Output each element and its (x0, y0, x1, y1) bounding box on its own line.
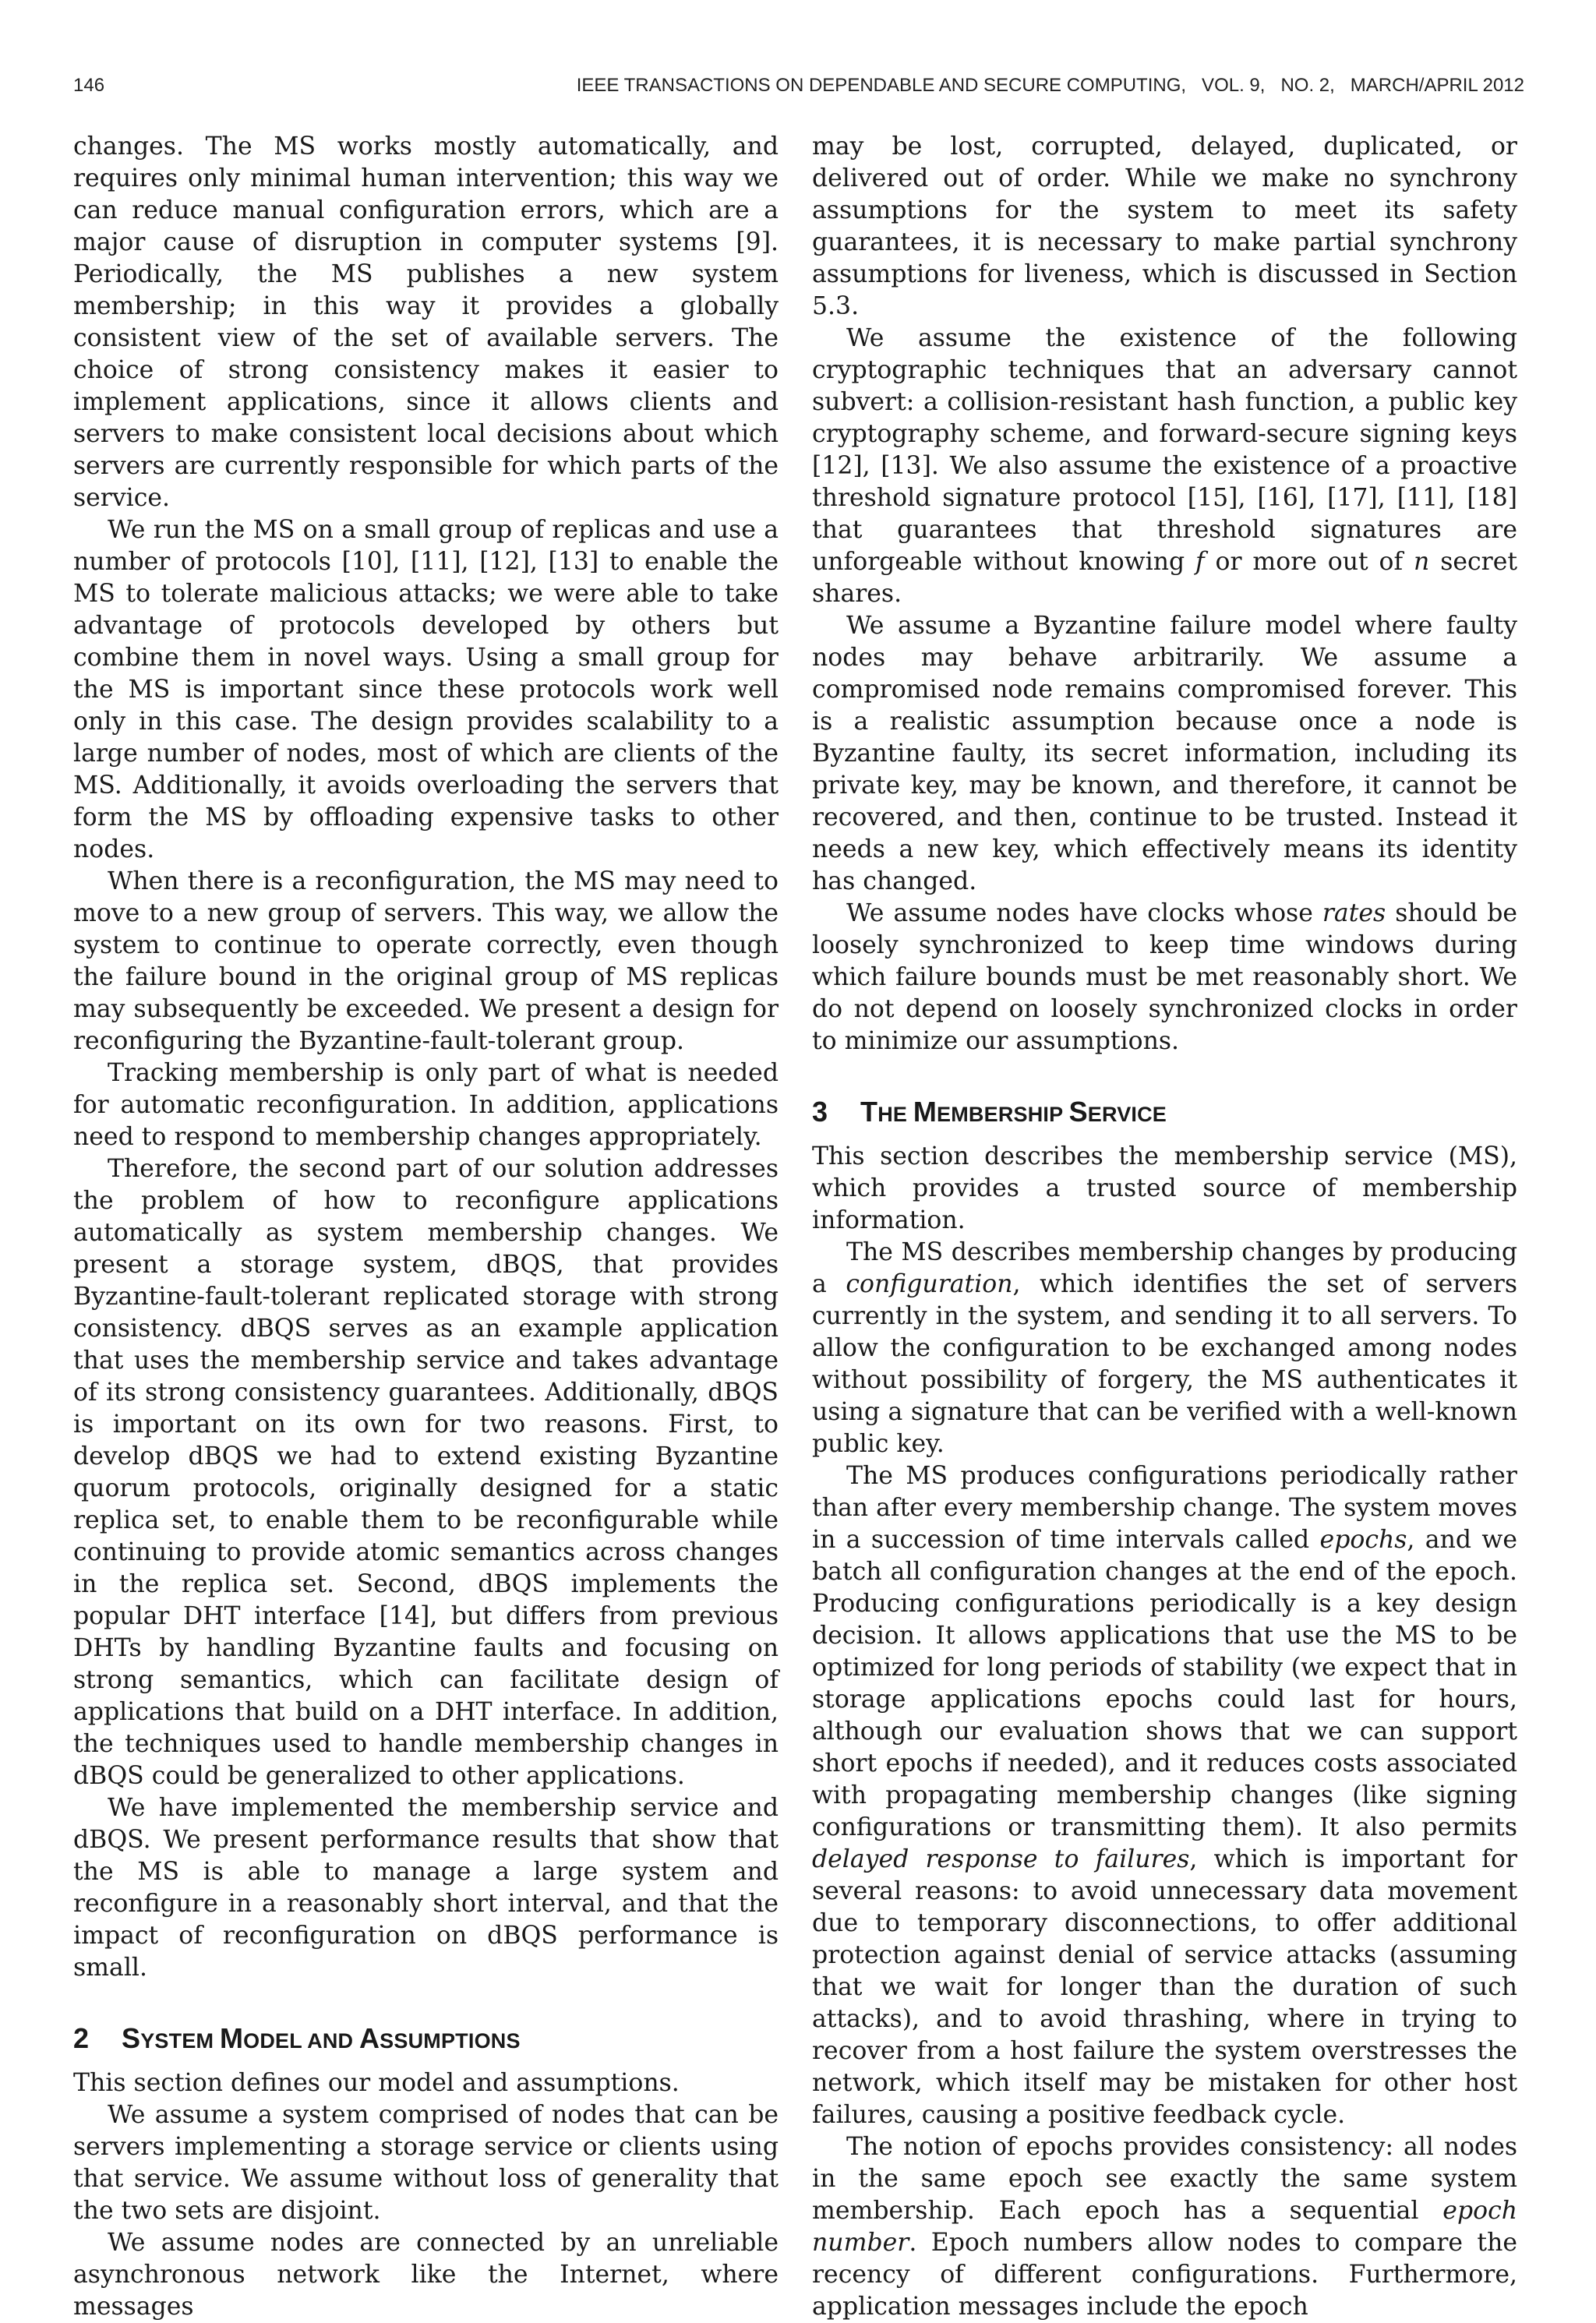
paragraph: changes. The MS works mostly automatically, and requires only minimal human intervention; this way we can reduce manual configuration errors, which are a major cause of disruption in computer systems [9]. Periodically, the MS publishes a new system membership; in this way it provides a globally consistent view of the set of available servers. The choice of strong consistency makes it easier to implement applications, since it allows clients and servers to make consistent local decisions about which servers are currently responsible for which parts of the service. (73, 132, 779, 512)
paragraph: The notion of epochs provides consistency: all nodes in the same epoch see exactly the same system membership. Each epoch has a sequential epoch number. Epoch numbers allow nodes to compare the recency of different configurations. Furthermore, application messages include the epoch (812, 2133, 1517, 2321)
paragraph: We assume the existence of the following cryptographic techniques that an adversary cannot subvert: a collision-resistant hash function, a public key cryptography scheme, and forward-secure signing keys [12], [13]. We also assume the existence of a proactive threshold signature protocol [15], [16], [17], [11], [18] that guarantees that threshold signatures are unforgeable without knowing f or more out of n secret shares. (812, 324, 1518, 608)
paragraph: The MS describes membership changes by producing a configuration, which identifies the set of servers currently in the system, and sending it to all servers. To allow the configuration to be exchanged among nodes without possibility of forgery, the MS authenticates it using a signature that can be verified with a well-known public key. (812, 1238, 1518, 1458)
section-heading-2: 2 SYSTEM MODEL AND ASSUMPTIONS (73, 2022, 521, 2054)
right-column (812, 131, 1517, 2323)
paragraph: We assume a system comprised of nodes that can be servers implementing a storage service or clients using that service. We assume without loss of generality that the two sets are disjoint. (73, 2101, 779, 2225)
paragraph: Therefore, the second part of our solution addresses the problem of how to reconfigure applications automatically as system membership changes. We present a storage system, dBQS, that provides Byzantine-fault-tolerant replicated storage with strong consistency. dBQS serves as an example application that uses the membership service and takes advantage of its strong consistency guarantees. Additionally, dBQS is important on its own for two reasons. First, to develop dBQS we had to extend existing Byzantine quorum protocols, originally designed for a static replica set, to enable them to be reconfigurable while continuing to provide atomic semantics across changes in the replica set. Second, dBQS implements the popular DHT interface [14], but differs from previous DHTs by handling Byzantine faults and focusing on strong semantics, which can facilitate design of applications that build on a DHT interface. In addition, the techniques used to handle membership changes in dBQS could be generalized to other applications. (73, 1155, 779, 1790)
paragraph: We assume nodes have clocks whose rates should be loosely synchronized to keep time windows during which failure bounds must be met reasonably short. We do not depend on loosely synchronized clocks in order to minimize our assumptions. (812, 899, 1517, 1055)
paragraph: We assume a Byzantine failure model where faulty nodes may behave arbitrarily. We assume a compromised node remains compromised forever. This is a realistic assumption because once a node is Byzantine faulty, its secret information, including its private key, may be known, and therefore, it cannot be recovered, and then, continue to be trusted. Instead it needs a new key, which effectively means its identity has changed. (812, 612, 1517, 895)
paragraph: We have implemented the membership service and dBQS. We present performance results that show that the MS is able to manage a large system and reconfigure in a reasonably short interval, and that the impact of reconfiguration on dBQS performance is small. (73, 1794, 779, 1982)
paragraph: We assume nodes are connected by an unreliable asynchronous network like the Internet, where messages (73, 2229, 779, 2321)
journal-header: IEEE TRANSACTIONS ON DEPENDABLE AND SECURE COMPUTING, VOL. 9, NO. 2, MARCH/APRIL 2012 (576, 75, 1524, 96)
paragraph: Tracking membership is only part of what is needed for automatic reconfiguration. In addition, applications need to respond to membership changes appropriately. (73, 1059, 779, 1151)
running-header (73, 75, 1524, 106)
paragraph: The MS produces configurations periodically rather than after every membership change. The system moves in a succession of time intervals called epochs, and we batch all configuration changes at the end of the epoch. Producing configurations periodically is a key design decision. It allows applications that use the MS to be optimized for long periods of stability (we expect that in storage applications epochs could last for hours, although our evaluation shows that we can support short epochs if needed), and it reduces costs associated with propagating membership changes (like signing configurations or transmitting them). It also permits delayed response to failures, which is important for several reasons: to avoid unnecessary data movement due to temporary disconnections, to offer additional protection against denial of service attacks (assuming that we wait for longer than the duration of such attacks), and to avoid thrashing, where in trying to recover from a host failure the system overstresses the network, which itself may be mistaken for other host failures, causing a positive feedback cycle. (812, 1462, 1518, 2129)
page-number: 146 (73, 75, 105, 96)
paragraph: We run the MS on a small group of replicas and use a number of protocols [10], [11], [12], [13] to enable the MS to tolerate malicious attacks; we were able to take advantage of protocols developed by others but combine them in novel ways. Using a small group for the MS is important since these protocols work well only in this case. The design provides scalability to a large number of nodes, most of which are clients of the MS. Additionally, it avoids overloading the servers that form the MS by offloading expensive tasks to other nodes. (73, 516, 779, 863)
left-column (73, 131, 779, 2323)
section-heading-3: 3 THE MEMBERSHIP SERVICE (812, 1096, 1167, 1128)
paragraph: When there is a reconfiguration, the MS may need to move to a new group of servers. This way, we allow the system to continue to operate correctly, even though the failure bound in the original group of MS replicas may subsequently be exceeded. We present a design for reconfiguring the Byzantine-fault-tolerant group. (73, 867, 779, 1055)
paragraph: This section defines our model and assumptions. (73, 2069, 680, 2097)
paragraph: may be lost, corrupted, delayed, duplicated, or delivered out of order. While we make no synchrony assumptions for the system to meet its safety guarantees, it is necessary to make partial synchrony assumptions for liveness, which is discussed in Section 5.3. (812, 132, 1517, 320)
paragraph: This section describes the membership service (MS), which provides a trusted source of membership information. (812, 1142, 1517, 1234)
